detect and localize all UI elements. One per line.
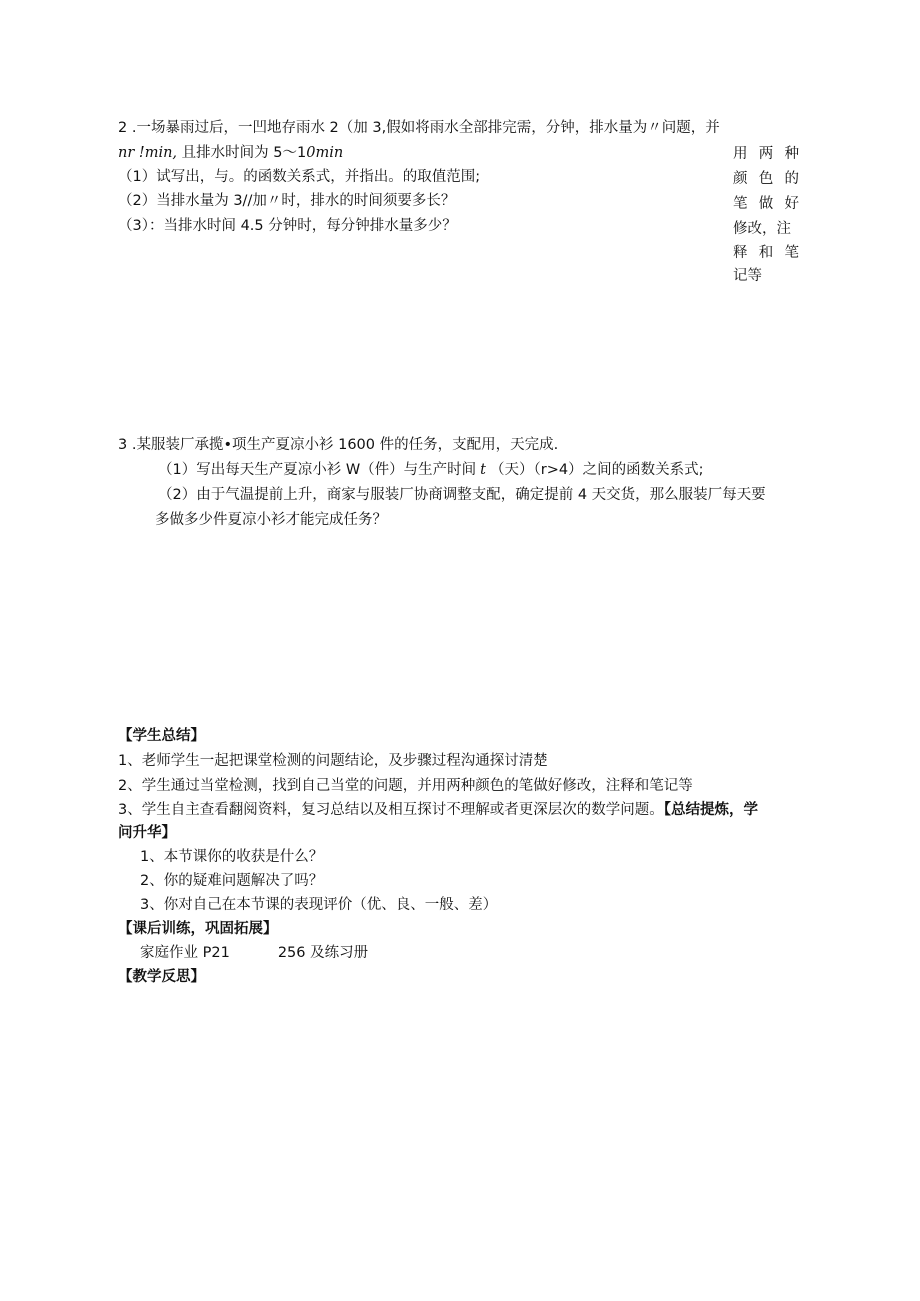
- side-note-line: 笔 做 好: [733, 196, 799, 212]
- side-note-line: 释 和 笔: [733, 245, 799, 261]
- refine-heading: 【总结提炼，学: [663, 802, 758, 818]
- q3-sub2-line2: 多做多少件夏凉小衫才能完成任务？: [155, 512, 387, 528]
- q2-line2-range: 且排水时间为 5～1: [181, 145, 307, 161]
- summary-item-1: 1、老师学生一起把课堂检测的问题结论，及步骤过程沟通探讨清楚: [118, 753, 548, 769]
- q3-sub1: （1）写出每天生产夏凉小衫 W（件）与生产时间 t （天）（r>4）之间的函数关系式;: [158, 462, 704, 478]
- q2-sub2: （2）当排水量为 3//加〃时，排水的时间须要多长？: [118, 193, 456, 209]
- teaching-reflection-heading: 【教学反思】: [118, 969, 205, 985]
- q3-sub2-line1: （2）由于气温提前上升，商家与服装厂协商调整支配，确定提前 4 天交货，那么服装厂每天要: [158, 487, 766, 503]
- reflection-question-1: 1、本节课你的收获是什么？: [140, 849, 324, 865]
- q2-sub1: （1）试写出，与。的函数关系式，并指出。的取值范围;: [118, 169, 481, 185]
- homework-text: 家庭作业 P21 256 及练习册: [140, 945, 369, 961]
- summary-item-3: 3、学生自主查看翻阅资料，复习总结以及相互探讨不理解或者更深层次的数学问题。【总结提炼，学: [118, 802, 758, 818]
- side-note-line: 颜 色 的: [733, 171, 799, 187]
- side-note-line: 用 两 种: [733, 146, 799, 162]
- q2-line1: 2 .一场暴雨过后，一凹地存雨水 2（加 3,假如将雨水全部排完需，分钟，排水量为〃问题，并: [118, 120, 720, 136]
- side-note-line: 修改，注: [733, 221, 791, 237]
- q3-sub1-variable: t: [480, 462, 486, 478]
- q2-sub3: （3）：当排水时间 4.5 分钟时，每分钟排水量多少？: [118, 218, 457, 234]
- reflection-question-2: 2、你的疑难问题解决了吗？: [140, 873, 324, 889]
- q2-line2-unit: nr !min,: [118, 145, 178, 161]
- homework-heading: 【课后训练，巩固拓展】: [118, 921, 278, 937]
- summary-item-2: 2、学生通过当堂检测，找到自己当堂的问题，并用两种颜色的笔做好修改，注释和笔记等: [118, 778, 693, 794]
- summary-heading: 【学生总结】: [118, 728, 205, 744]
- reflection-question-3: 3、你对自己在本节课的表现评价（优、良、一般、差）: [140, 897, 498, 913]
- q2-line2-range-unit: 0min: [306, 145, 344, 161]
- q3-line1: 3 .某服装厂承揽•项生产夏凉小衫 1600 件的任务，支配用，天完成.: [118, 437, 559, 453]
- q2-line2: [118, 143, 343, 163]
- refine-heading-cont: 问升华】: [118, 825, 176, 841]
- side-note-line: 记等: [733, 268, 762, 284]
